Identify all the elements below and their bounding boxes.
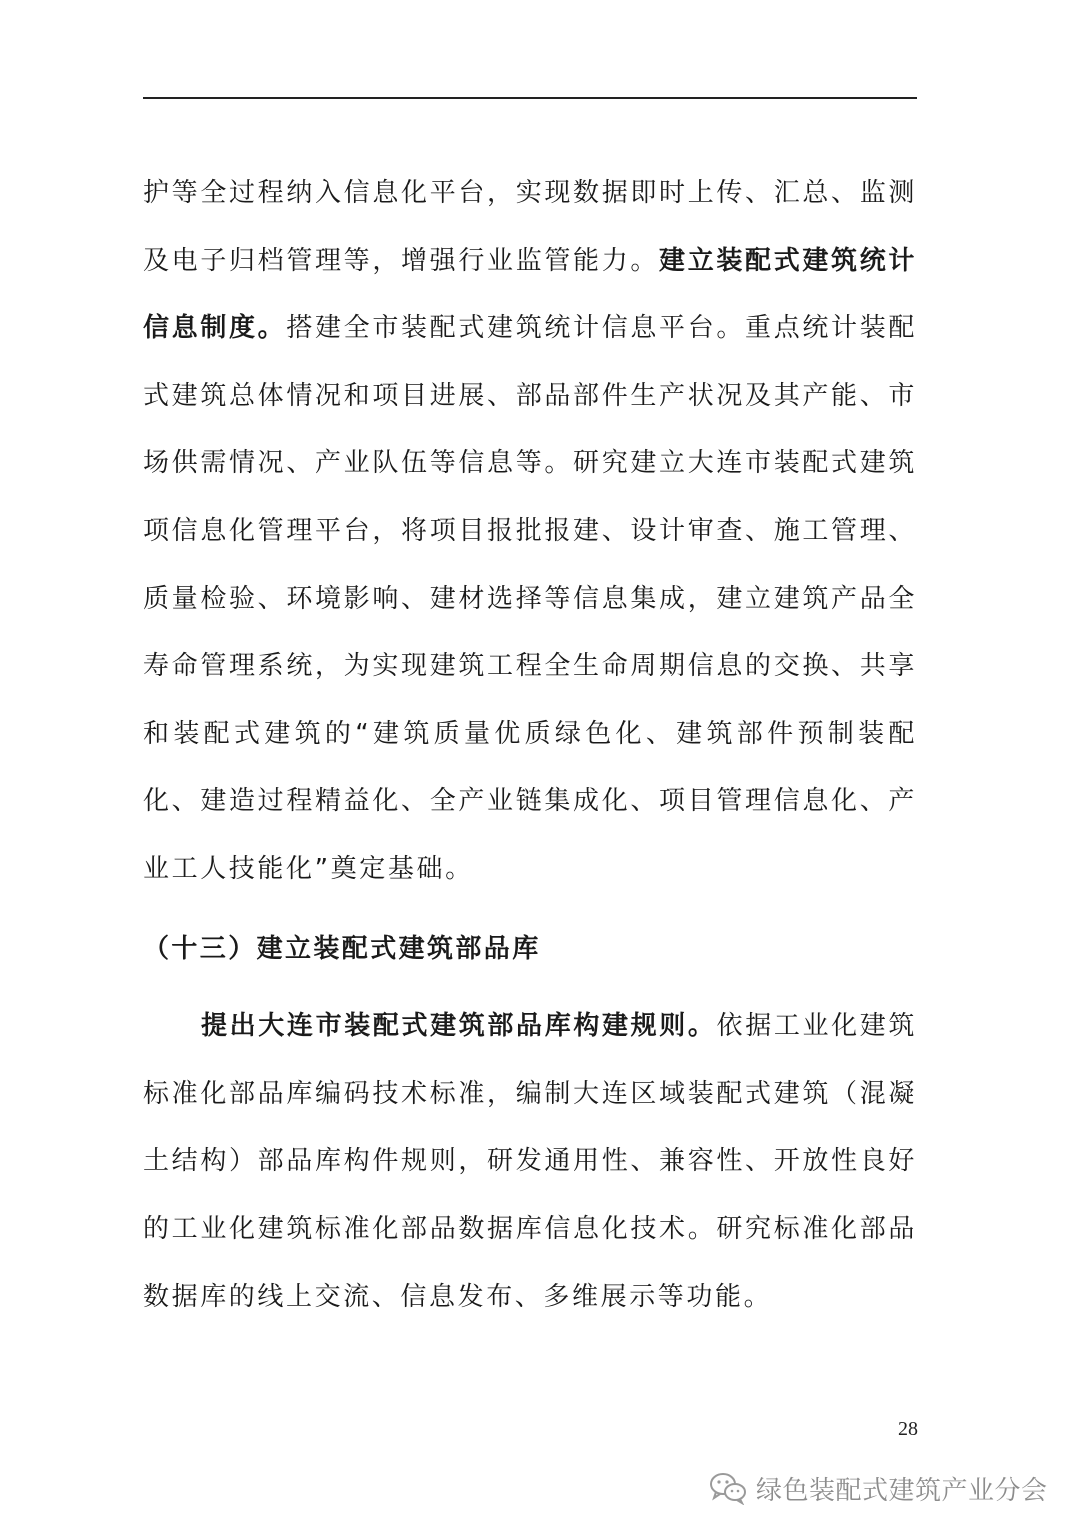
paragraph-text: 搭建全市装配式建筑统计信息平台。重点统计装配式建筑总体情况和项目进展、部品部件生产状况及其产能、市场供需情况、产业队伍等信息等。研究建立大连市装配式建筑项信息化管理平台，将项目报批报建、设计审查、施工管理、质量检验、环境影响、建材选择等信息集成，建立建筑产品全寿命管理系统，为实现建筑工程全生命周期信息的交换、共享和装配式建筑的“建筑质量优质绿色化、建筑部件预制装配化、建造过程精益化、全产业链集成化、项目管理信息化、产业工人技能化”奠定基础。 <box>143 313 917 884</box>
watermark <box>708 1466 1048 1510</box>
watermark-text: 绿色装配式建筑产业分会 <box>756 1475 1048 1506</box>
paragraph-emphasis: 提出大连市装配式建筑部品库构建规则。 <box>201 1011 717 1042</box>
header-rule <box>143 97 917 99</box>
wechat-icon <box>708 1471 748 1505</box>
document-body <box>143 160 917 1331</box>
section-heading: （十三）建立装配式建筑部品库 <box>143 933 541 964</box>
body-paragraph <box>143 993 917 1331</box>
paragraph-text: 依据工业化建筑标准化部品库编码技术标准，编制大连区域装配式建筑（混凝土结构）部品库构件规则，研发通用性、兼容性、开放性良好的工业化建筑标准化部品数据库信息化技术。研究标准化部品数据库的线上交流、信息发布、多维展示等功能。 <box>143 1011 917 1312</box>
body-paragraph <box>143 160 917 904</box>
page-number: 28 <box>898 1418 918 1440</box>
paragraph-emphasis: 建立装配式建筑统计信息制度。 <box>143 245 917 344</box>
paragraph-text: 护等全过程纳入信息化平台，实现数据即时上传、汇总、监测及电子归档管理等，增强行业监管能力。 <box>143 178 917 276</box>
